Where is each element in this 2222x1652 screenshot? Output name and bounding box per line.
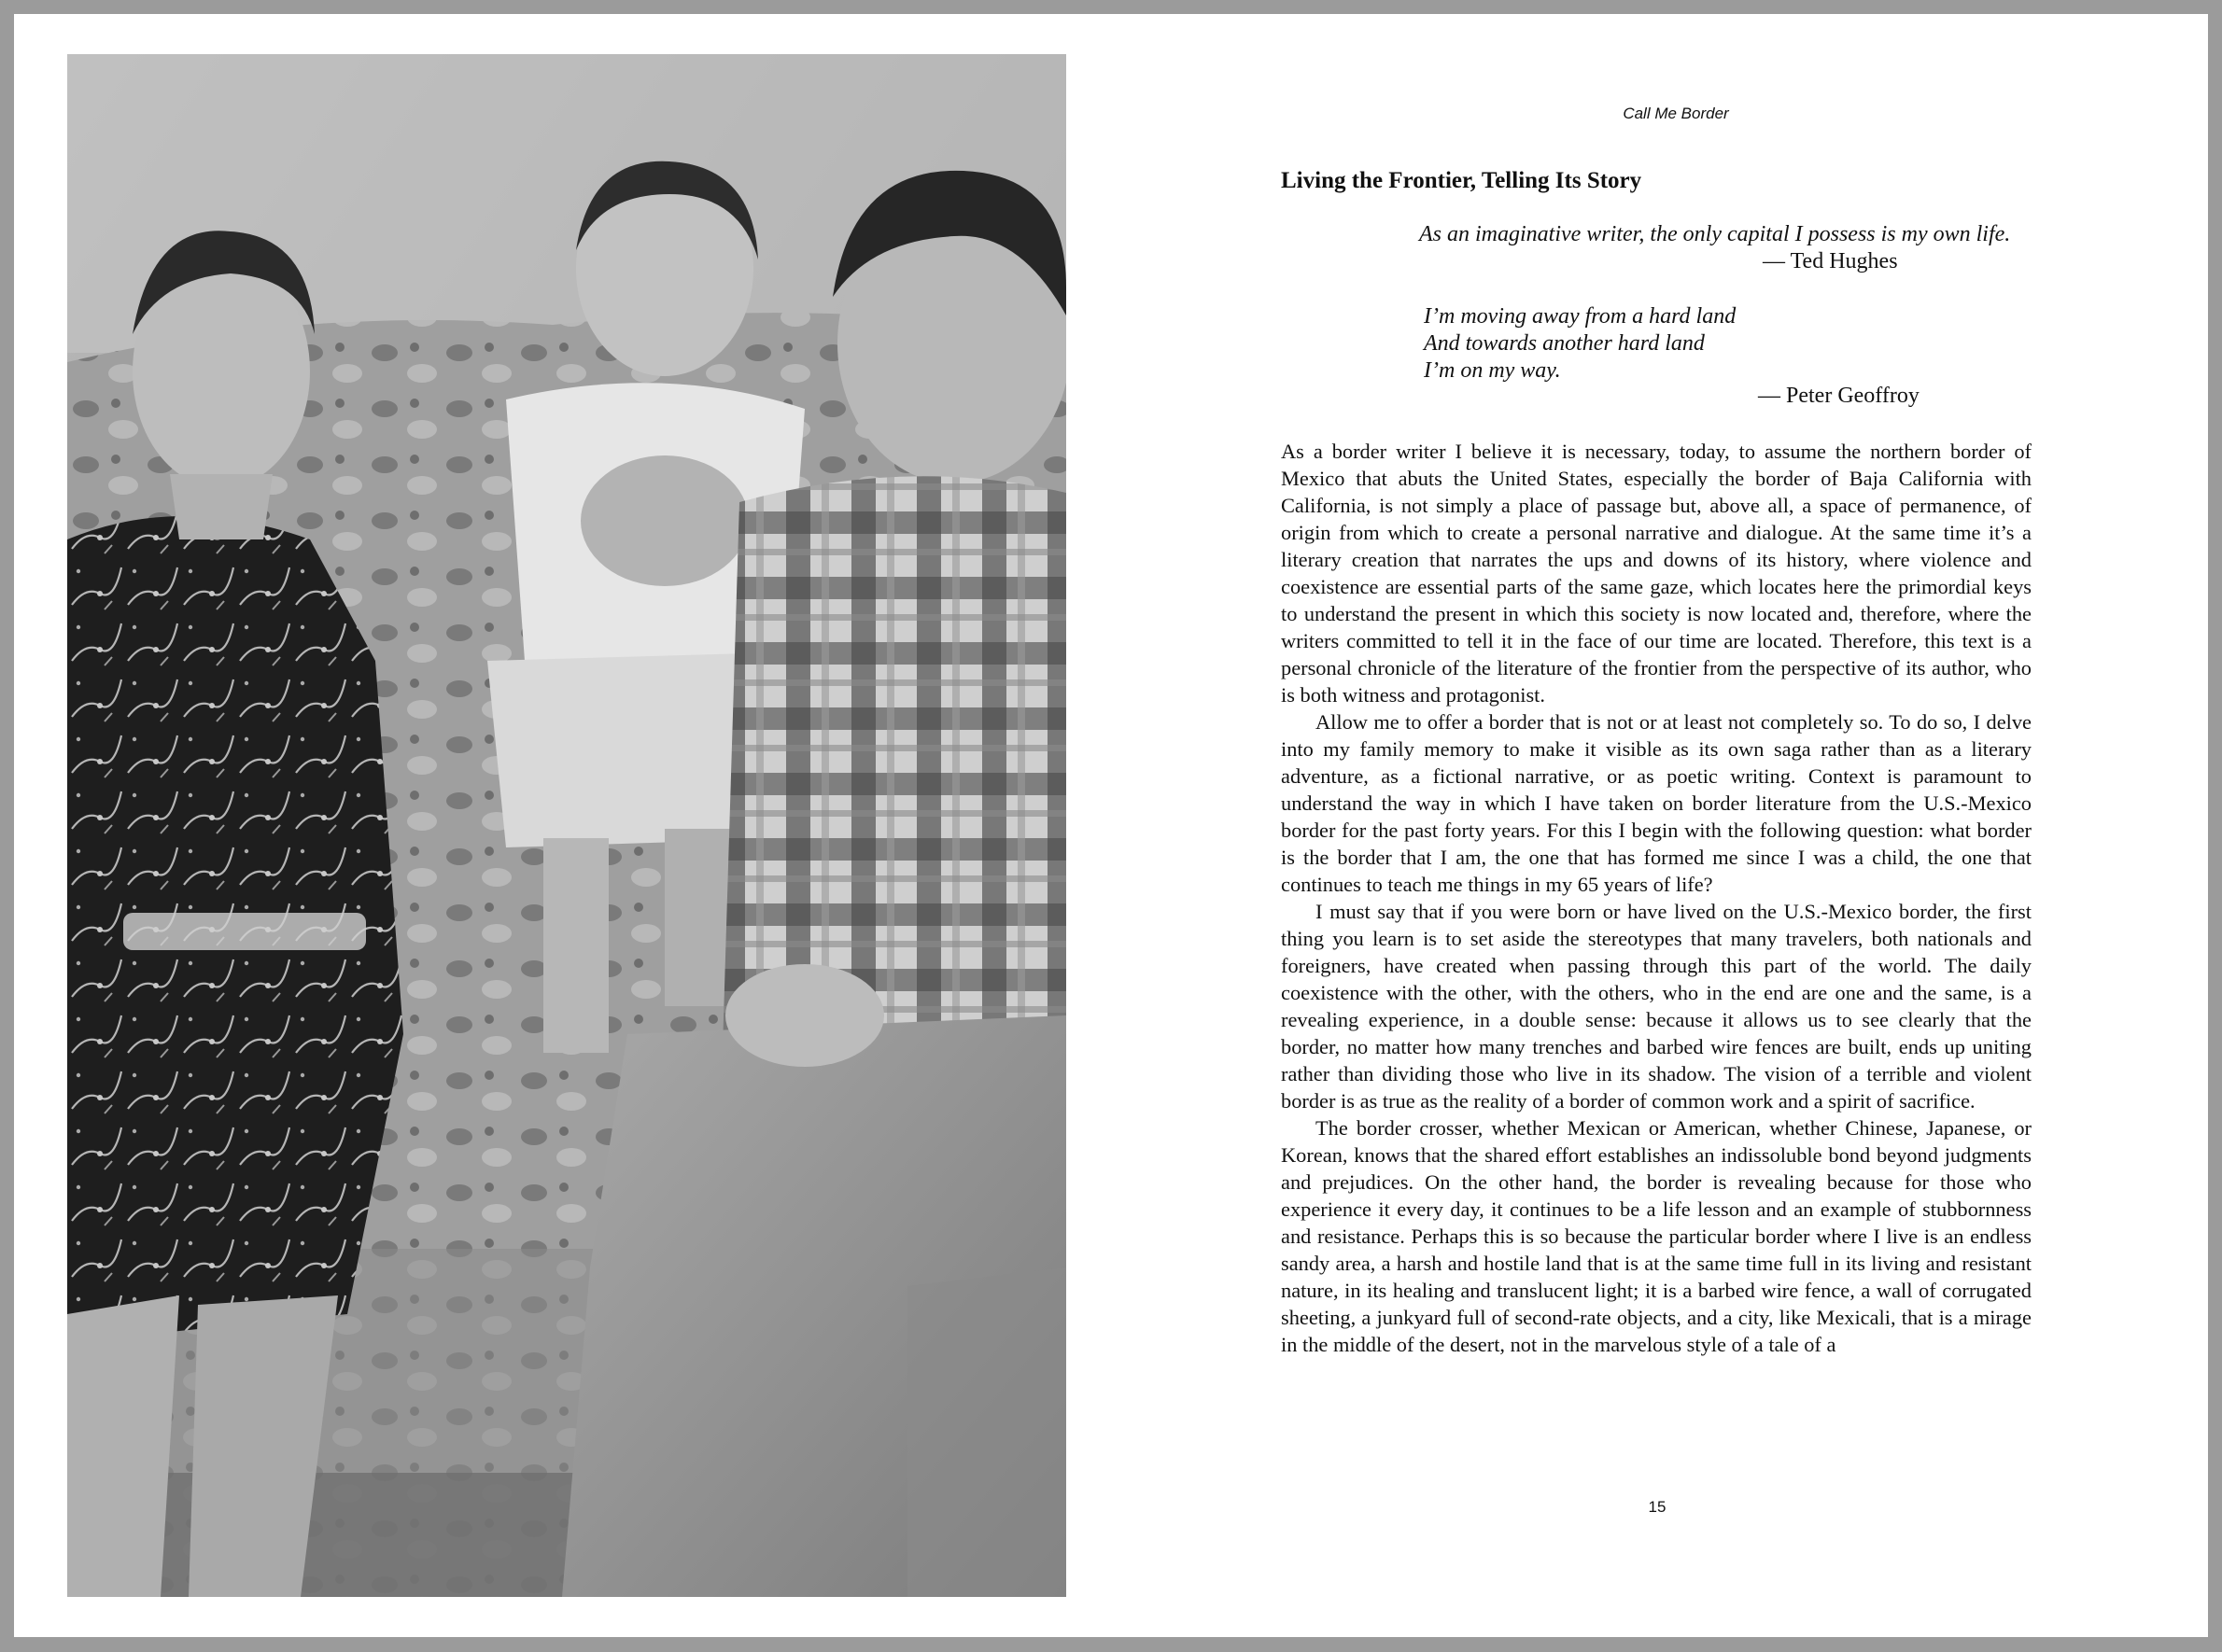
family-photograph: [67, 54, 1066, 1597]
paragraph: As a border writer I believe it is necessary, today, to assume the northern border of Mexico that abuts the United States, especially the border of Baja California with California, is not simply a place of passage but, above all, a space of permanence, of origin from which to create a personal narrative and dialogue. At the same time it’s a literary creation that narrates the ups and downs of its history, where violence and coexistence are essential parts of the same gaze, which locates here the primordial keys to understand the present in which this society is now located and, therefore, where the writers committed to tell it in the face of our time are located. Therefore, this text is a personal chronicle of the literature of the frontier from the perspective of its author, who is both witness and protagonist.: [1281, 440, 2032, 707]
epigraph-poem: [1424, 303, 1736, 385]
poem-line: And towards another hard land: [1424, 331, 1705, 356]
paragraph: I must say that if you were born or have lived on the U.S.-Mexico border, the first thing you learn is to set aside the stereotypes that many travelers, both nationals and foreigners, have created when passing through this part of the world. The daily coexistence with the other, with the others, who in the end are one and the same, is a revealing experience, in a double sense: because it allows us to see clearly that the border, no matter how many trenches and barbed wire fences are built, ends up uniting rather than dividing those who live in its shadow. The vision of a terrible and violent border is as true as the reality of a border of common work and a spirit of sacrifice.: [1281, 900, 2032, 1113]
poem-line: I’m on my way.: [1424, 358, 1561, 383]
section-title: Living the Frontier, Telling Its Story: [1281, 168, 1642, 193]
page-number: 15: [1648, 1498, 1666, 1516]
poem-attribution: — Peter Geoffroy: [1758, 384, 1920, 408]
book-spread: [14, 14, 2208, 1637]
paragraph: The border crosser, whether Mexican or American, whether Chinese, Japanese, or Korean, knows that the shared effort establishes an indissoluble bond beyond judgments and prejudices. On the other hand, the border is revealing because for those who experience it every day, it continues to be a life lesson and an example of stubbornness and resistance. Perhaps this is so because the particular border where I live is an endless sandy area, a harsh and hostile land that is at the same time full in its living and resistant nature, in its healing and translucent light; it is a barbed wire fence, a wall of corrugated sheeting, a junkyard full of second-rate objects, and a city, like Mexicali, that is a mirage in the middle of the desert, not in the marvelous style of a tale of a: [1281, 1116, 2032, 1356]
running-head: Call Me Border: [1623, 105, 1729, 122]
body-text: [1281, 438, 2032, 1358]
family-photograph-drawing: [67, 54, 1066, 1597]
paragraph: Allow me to offer a border that is not or at least not completely so. To do so, I delve into my family memory to make it visible as its own saga rather than as a literary adventure, as a fictional narrative, or as poetic writing. Context is paramount to understand the way in which I have taken on border literature from the U.S.-Mexico border for the past forty years. For this I begin with the following question: what border is the border that I am, the one that has formed me since I was a child, the one that continues to teach me things in my 65 years of life?: [1281, 710, 2032, 896]
poem-line: I’m moving away from a hard land: [1424, 304, 1737, 329]
epigraph-attribution: — Ted Hughes: [1763, 249, 1898, 273]
epigraph-quote: As an imaginative writer, the only capital I possess is my own life.: [1419, 222, 2011, 246]
